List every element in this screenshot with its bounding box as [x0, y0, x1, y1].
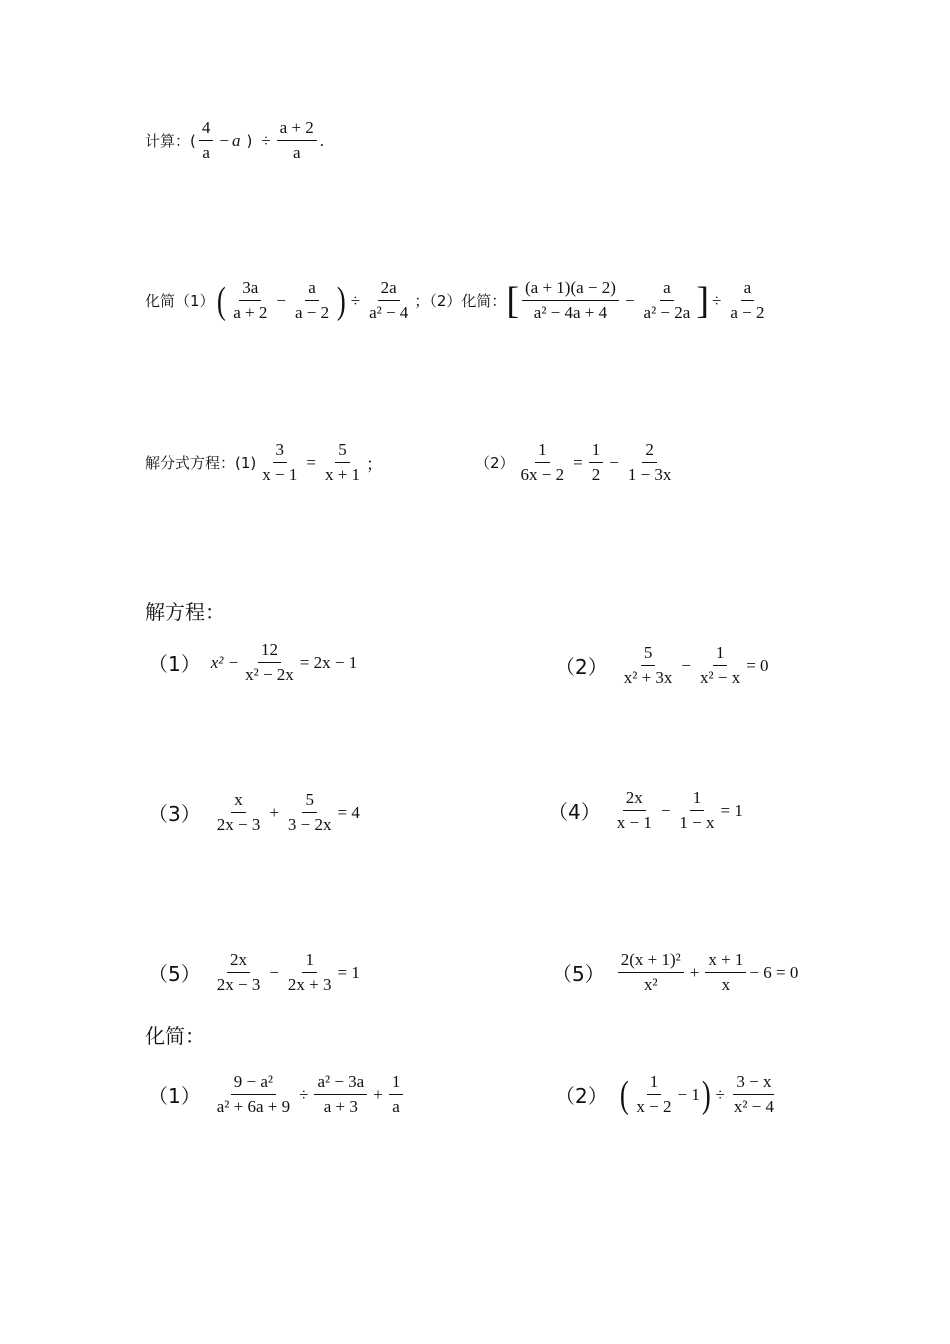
numerator: 1	[302, 950, 317, 973]
fraction	[214, 950, 264, 995]
denominator: x² + 3x	[623, 668, 673, 687]
numerator: x + 1	[705, 950, 746, 973]
numerator: 1	[647, 1072, 662, 1095]
fraction	[518, 440, 568, 485]
denominator: a	[392, 1097, 400, 1116]
numerator: a² − 3a	[314, 1072, 367, 1095]
operator: −	[219, 130, 229, 150]
left-paren: (	[216, 279, 226, 322]
problem-simplify-pair	[145, 278, 770, 323]
fraction	[522, 278, 619, 323]
equation-4	[548, 788, 743, 833]
numerator: 5	[641, 643, 656, 666]
denominator: x² − x	[700, 668, 741, 687]
fraction	[589, 440, 604, 485]
denominator: x + 1	[324, 465, 361, 484]
denominator: x − 1	[616, 813, 652, 832]
operator: −	[269, 962, 279, 982]
expression: = 1	[337, 962, 360, 982]
equation-label-1: 解分式方程：(1)	[145, 454, 257, 472]
numerator: 3 − x	[733, 1072, 774, 1095]
numerator: 1	[535, 440, 550, 463]
denominator: 2	[591, 465, 601, 484]
denominator: a² − 2a	[643, 303, 691, 322]
denominator: a − 2	[294, 303, 330, 322]
semicolon: ；	[366, 455, 384, 474]
numerator: 1	[389, 1072, 404, 1095]
item-label: （1）	[148, 1084, 201, 1108]
item-label: （5）	[148, 962, 201, 986]
fraction	[621, 643, 676, 688]
numerator: 2x	[227, 950, 250, 973]
fraction	[285, 950, 335, 995]
fraction	[366, 278, 411, 323]
denominator: a² − 4a + 4	[533, 303, 608, 322]
denominator: 6x − 2	[520, 465, 565, 484]
denominator: a² + 6a + 9	[216, 1097, 291, 1116]
fraction	[618, 950, 684, 995]
denominator: a + 3	[323, 1097, 358, 1116]
numerator: 1	[589, 440, 604, 463]
fraction	[199, 118, 214, 163]
operator: −	[681, 655, 692, 675]
numerator: 2x	[623, 788, 646, 811]
fraction	[633, 1072, 674, 1117]
denominator: x − 1	[262, 465, 298, 484]
numerator: 12	[258, 640, 281, 663]
operator: +	[689, 962, 700, 982]
numerator: 3a	[239, 278, 261, 301]
denominator: 2x + 3	[287, 975, 332, 994]
expression: = 0	[746, 655, 769, 675]
numerator: x	[231, 790, 246, 813]
item-label: （2）	[555, 655, 608, 679]
denominator: a	[292, 143, 301, 162]
operator: −	[276, 290, 286, 310]
simplify-label-1: 化简（1）	[145, 292, 215, 310]
equation-6	[552, 950, 798, 995]
right-paren: )	[701, 1073, 711, 1116]
simplify-label-2: ；（2）化简：	[414, 292, 507, 310]
section-title-simplify: 化简：	[145, 1024, 205, 1048]
close-paren: )	[246, 131, 253, 150]
equation-label-2: （2）	[475, 454, 515, 472]
simplify-2	[555, 1072, 780, 1117]
numerator: 5	[302, 790, 317, 813]
denominator: a − 2	[730, 303, 765, 322]
operator: =	[306, 452, 316, 472]
operator: −	[624, 290, 635, 310]
denominator: a	[202, 143, 210, 162]
denominator: x − 2	[636, 1097, 672, 1116]
fraction	[259, 440, 300, 485]
fraction	[697, 643, 743, 688]
numerator: 9 − a²	[231, 1072, 276, 1095]
denominator: x² − 4	[733, 1097, 775, 1116]
fraction	[214, 1072, 293, 1117]
equation-3	[148, 790, 360, 835]
problem-fraction-equation-2	[475, 440, 677, 485]
numerator: 1	[713, 643, 728, 666]
expression: = 1	[720, 800, 743, 820]
right-paren: )	[336, 279, 346, 322]
denominator: x	[721, 975, 731, 994]
expression: − 6 = 0	[749, 962, 799, 982]
fraction	[230, 278, 270, 323]
fraction	[277, 118, 317, 163]
compute-label: 计算：(	[145, 132, 196, 150]
numerator: a	[741, 278, 755, 301]
operator: −	[609, 452, 619, 472]
numerator: 2a	[378, 278, 400, 301]
numerator: 4	[199, 118, 214, 141]
expression: x² −	[210, 652, 240, 672]
denominator: 1 − x	[679, 813, 715, 832]
numerator: a	[660, 278, 674, 301]
operator: ÷	[715, 1084, 725, 1104]
item-label: （5）	[552, 962, 605, 986]
simplify-1	[148, 1072, 406, 1117]
fraction	[285, 790, 335, 835]
denominator: 3 − 2x	[287, 815, 332, 834]
operator: ÷	[350, 290, 361, 310]
equation-5	[148, 950, 360, 995]
numerator: 2(x + 1)²	[618, 950, 684, 973]
fraction	[676, 788, 717, 833]
fraction	[705, 950, 746, 995]
fraction	[389, 1072, 404, 1117]
item-label: （4）	[548, 800, 601, 824]
problem-compute	[145, 118, 324, 163]
operator: ÷	[261, 130, 271, 150]
problem-fraction-equations	[145, 440, 383, 485]
fraction	[614, 788, 655, 833]
denominator: 2x − 3	[216, 975, 261, 994]
denominator: 2x − 3	[216, 815, 261, 834]
expression: = 2x − 1	[299, 652, 358, 672]
numerator: a + 2	[277, 118, 317, 141]
numerator: 1	[690, 788, 705, 811]
item-label: （3）	[148, 802, 201, 826]
numerator: 2	[642, 440, 657, 463]
operator: ÷	[711, 290, 722, 310]
denominator: x² − 2x	[245, 665, 294, 684]
equation-2	[555, 643, 769, 688]
item-label: （1）	[148, 652, 201, 676]
fraction	[292, 278, 332, 323]
numerator: 3	[273, 440, 288, 463]
fraction	[727, 278, 767, 323]
operator: +	[269, 802, 279, 822]
denominator: x²	[643, 975, 658, 994]
equation-1	[148, 640, 357, 685]
denominator: a + 2	[233, 303, 268, 322]
variable: a	[231, 130, 241, 150]
expression: − 1	[677, 1084, 700, 1104]
operator: +	[373, 1084, 383, 1104]
expression: = 4	[337, 802, 360, 822]
fraction	[641, 278, 694, 323]
fraction	[731, 1072, 777, 1117]
numerator: 5	[335, 440, 350, 463]
operator: −	[660, 800, 671, 820]
operator: ÷	[299, 1084, 309, 1104]
numerator: (a + 1)(a − 2)	[522, 278, 619, 301]
operator: =	[573, 452, 583, 472]
numerator: a	[305, 278, 319, 301]
section-title-solve: 解方程：	[145, 600, 225, 624]
denominator: a² − 4	[369, 303, 409, 322]
fraction	[242, 640, 297, 685]
fraction	[214, 790, 264, 835]
denominator: 1 − 3x	[627, 465, 672, 484]
fraction	[314, 1072, 367, 1117]
item-label: （2）	[555, 1084, 608, 1108]
fraction	[322, 440, 363, 485]
right-bracket: ]	[696, 279, 709, 322]
period: .	[319, 130, 325, 150]
left-bracket: [	[506, 279, 520, 322]
fraction	[625, 440, 675, 485]
left-paren: (	[619, 1073, 629, 1116]
